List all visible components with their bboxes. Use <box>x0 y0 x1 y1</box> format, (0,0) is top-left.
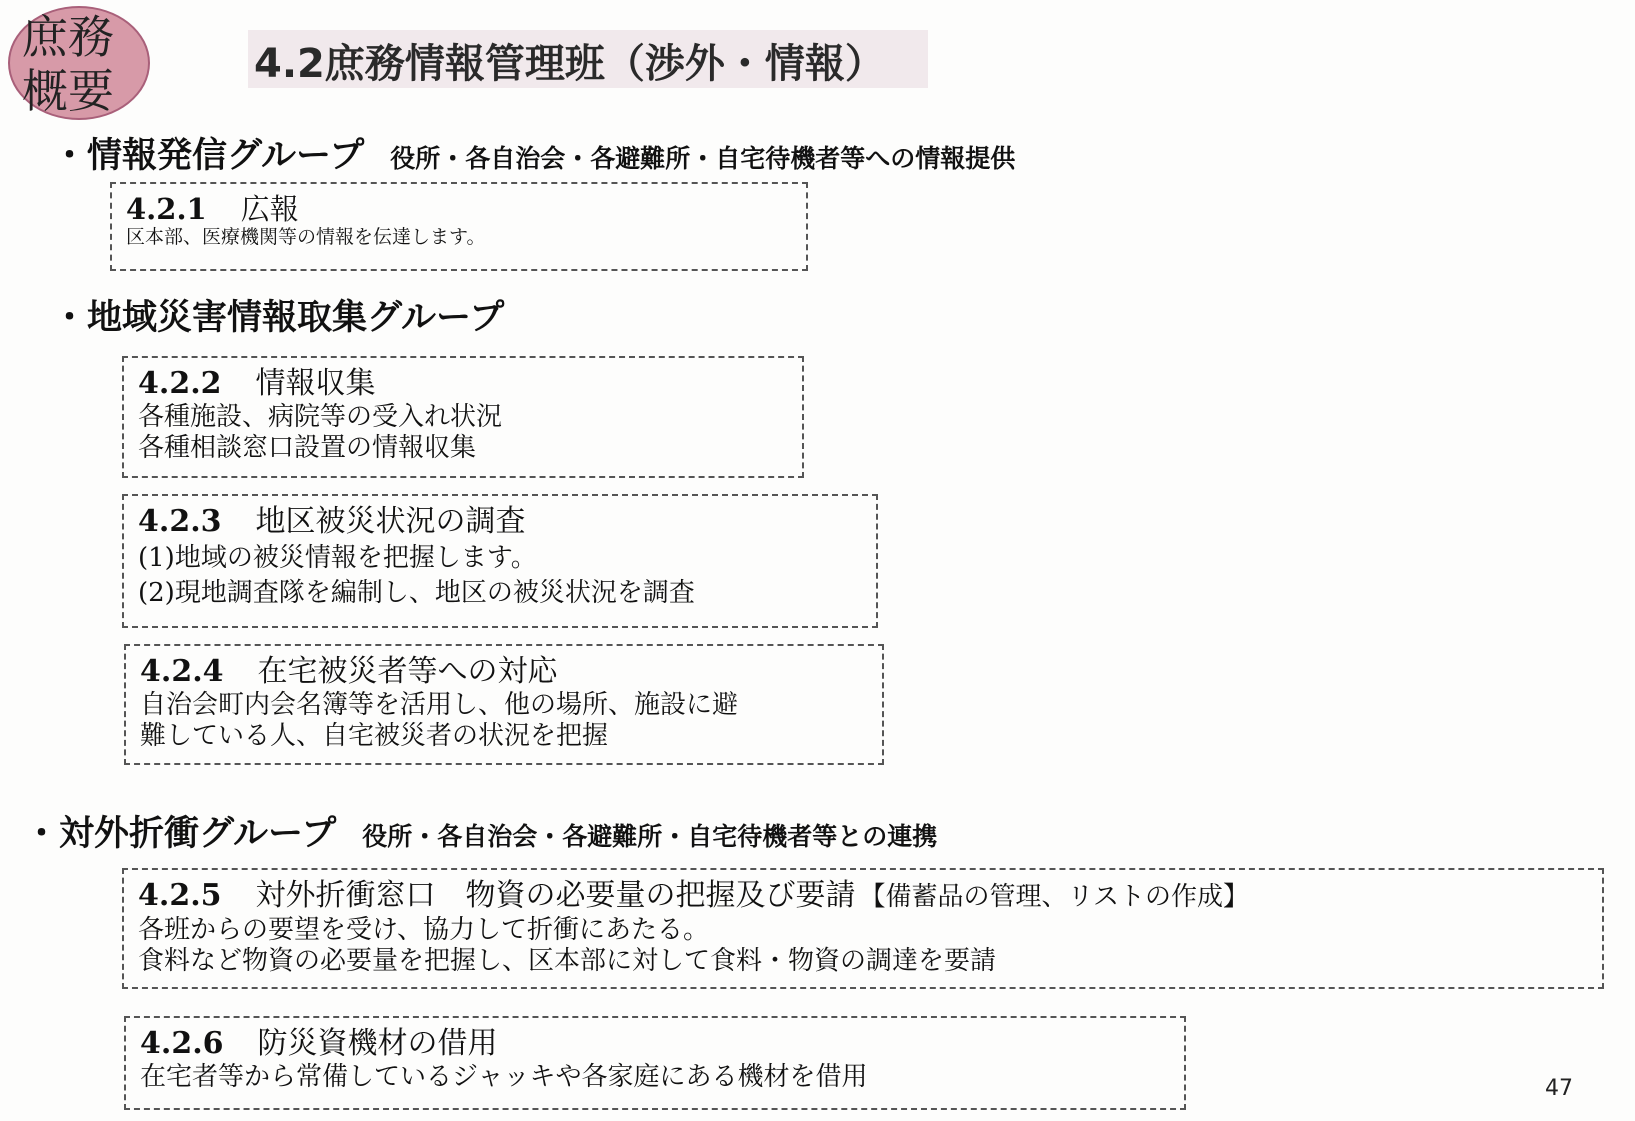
section-box-4-2-2 <box>122 356 804 478</box>
group-heading-external-negotiation <box>24 806 937 856</box>
badge-line-2: 概要 <box>22 64 114 118</box>
section-heading <box>126 192 792 226</box>
section-heading <box>140 654 868 690</box>
section-heading <box>140 1026 1170 1062</box>
section-line: 自治会町内会名簿等を活用し、他の場所、施設に避 <box>140 690 739 720</box>
section-note: 【備蓄品の管理、リストの作成】 <box>859 882 1249 912</box>
section-title: 防災資機材の借用 <box>257 1026 498 1061</box>
section-box-4-2-1 <box>110 182 808 271</box>
page-number: 47 <box>1545 1076 1573 1101</box>
section-title: 情報収集 <box>255 366 376 401</box>
group-description: 役所・各自治会・各避難所・自宅待機者等への情報提供 <box>390 144 1016 173</box>
section-number: 4.2.4 <box>140 654 224 689</box>
section-box-4-2-4 <box>124 644 884 765</box>
section-title: 地区被災状況の調査 <box>255 504 526 539</box>
section-line: 難している人、自宅被災者の状況を把握 <box>140 721 609 751</box>
section-number: 4.2.6 <box>140 1026 224 1061</box>
section-number: 4.2.2 <box>138 366 222 401</box>
section-line: 在宅者等から常備しているジャッキや各家庭にある機材を借用 <box>140 1062 868 1092</box>
section-number: 4.2.1 <box>126 192 207 226</box>
group-description: 役所・各自治会・各避難所・自宅待機者等との連携 <box>362 822 938 851</box>
section-line: 食料など物資の必要量を把握し、区本部に対して食料・物資の調達を要請 <box>138 946 997 976</box>
section-heading <box>138 504 862 540</box>
page-title: 4.2庶務情報管理班（渉外・情報） <box>254 41 885 87</box>
section-box-4-2-3 <box>122 494 878 628</box>
section-line: 各種相談窓口設置の情報収集 <box>138 433 477 463</box>
section-heading <box>138 878 1588 915</box>
badge-line-1: 庶務 <box>22 10 114 64</box>
group-heading-disaster-info-collection <box>52 290 504 340</box>
section-line: (1)地域の被災情報を把握します。 <box>138 543 537 573</box>
section-line: 区本部、医療機関等の情報を伝達します。 <box>126 226 486 248</box>
group-name: ・地域災害情報取集グループ <box>52 298 505 338</box>
section-number: 4.2.3 <box>138 504 222 539</box>
section-box-4-2-5 <box>122 868 1604 989</box>
section-line: 各種施設、病院等の受入れ状況 <box>138 402 503 432</box>
group-heading-info-broadcast <box>52 128 1015 178</box>
group-name: ・情報発信グループ <box>52 136 365 176</box>
section-title: 在宅被災者等への対応 <box>257 654 558 689</box>
section-badge-label <box>22 10 152 118</box>
section-title: 広報 <box>240 192 299 226</box>
section-box-4-2-6 <box>124 1016 1186 1110</box>
section-line: 各班からの要望を受け、協力して折衝にあたる。 <box>138 915 709 945</box>
section-title: 対外折衝窓口 物資の必要量の把握及び要請 <box>255 878 856 913</box>
section-number: 4.2.5 <box>138 878 222 913</box>
group-name: ・対外折衝グループ <box>24 814 337 854</box>
section-line: (2)現地調査隊を編制し、地区の被災状況を調査 <box>138 578 695 608</box>
section-heading <box>138 366 788 402</box>
